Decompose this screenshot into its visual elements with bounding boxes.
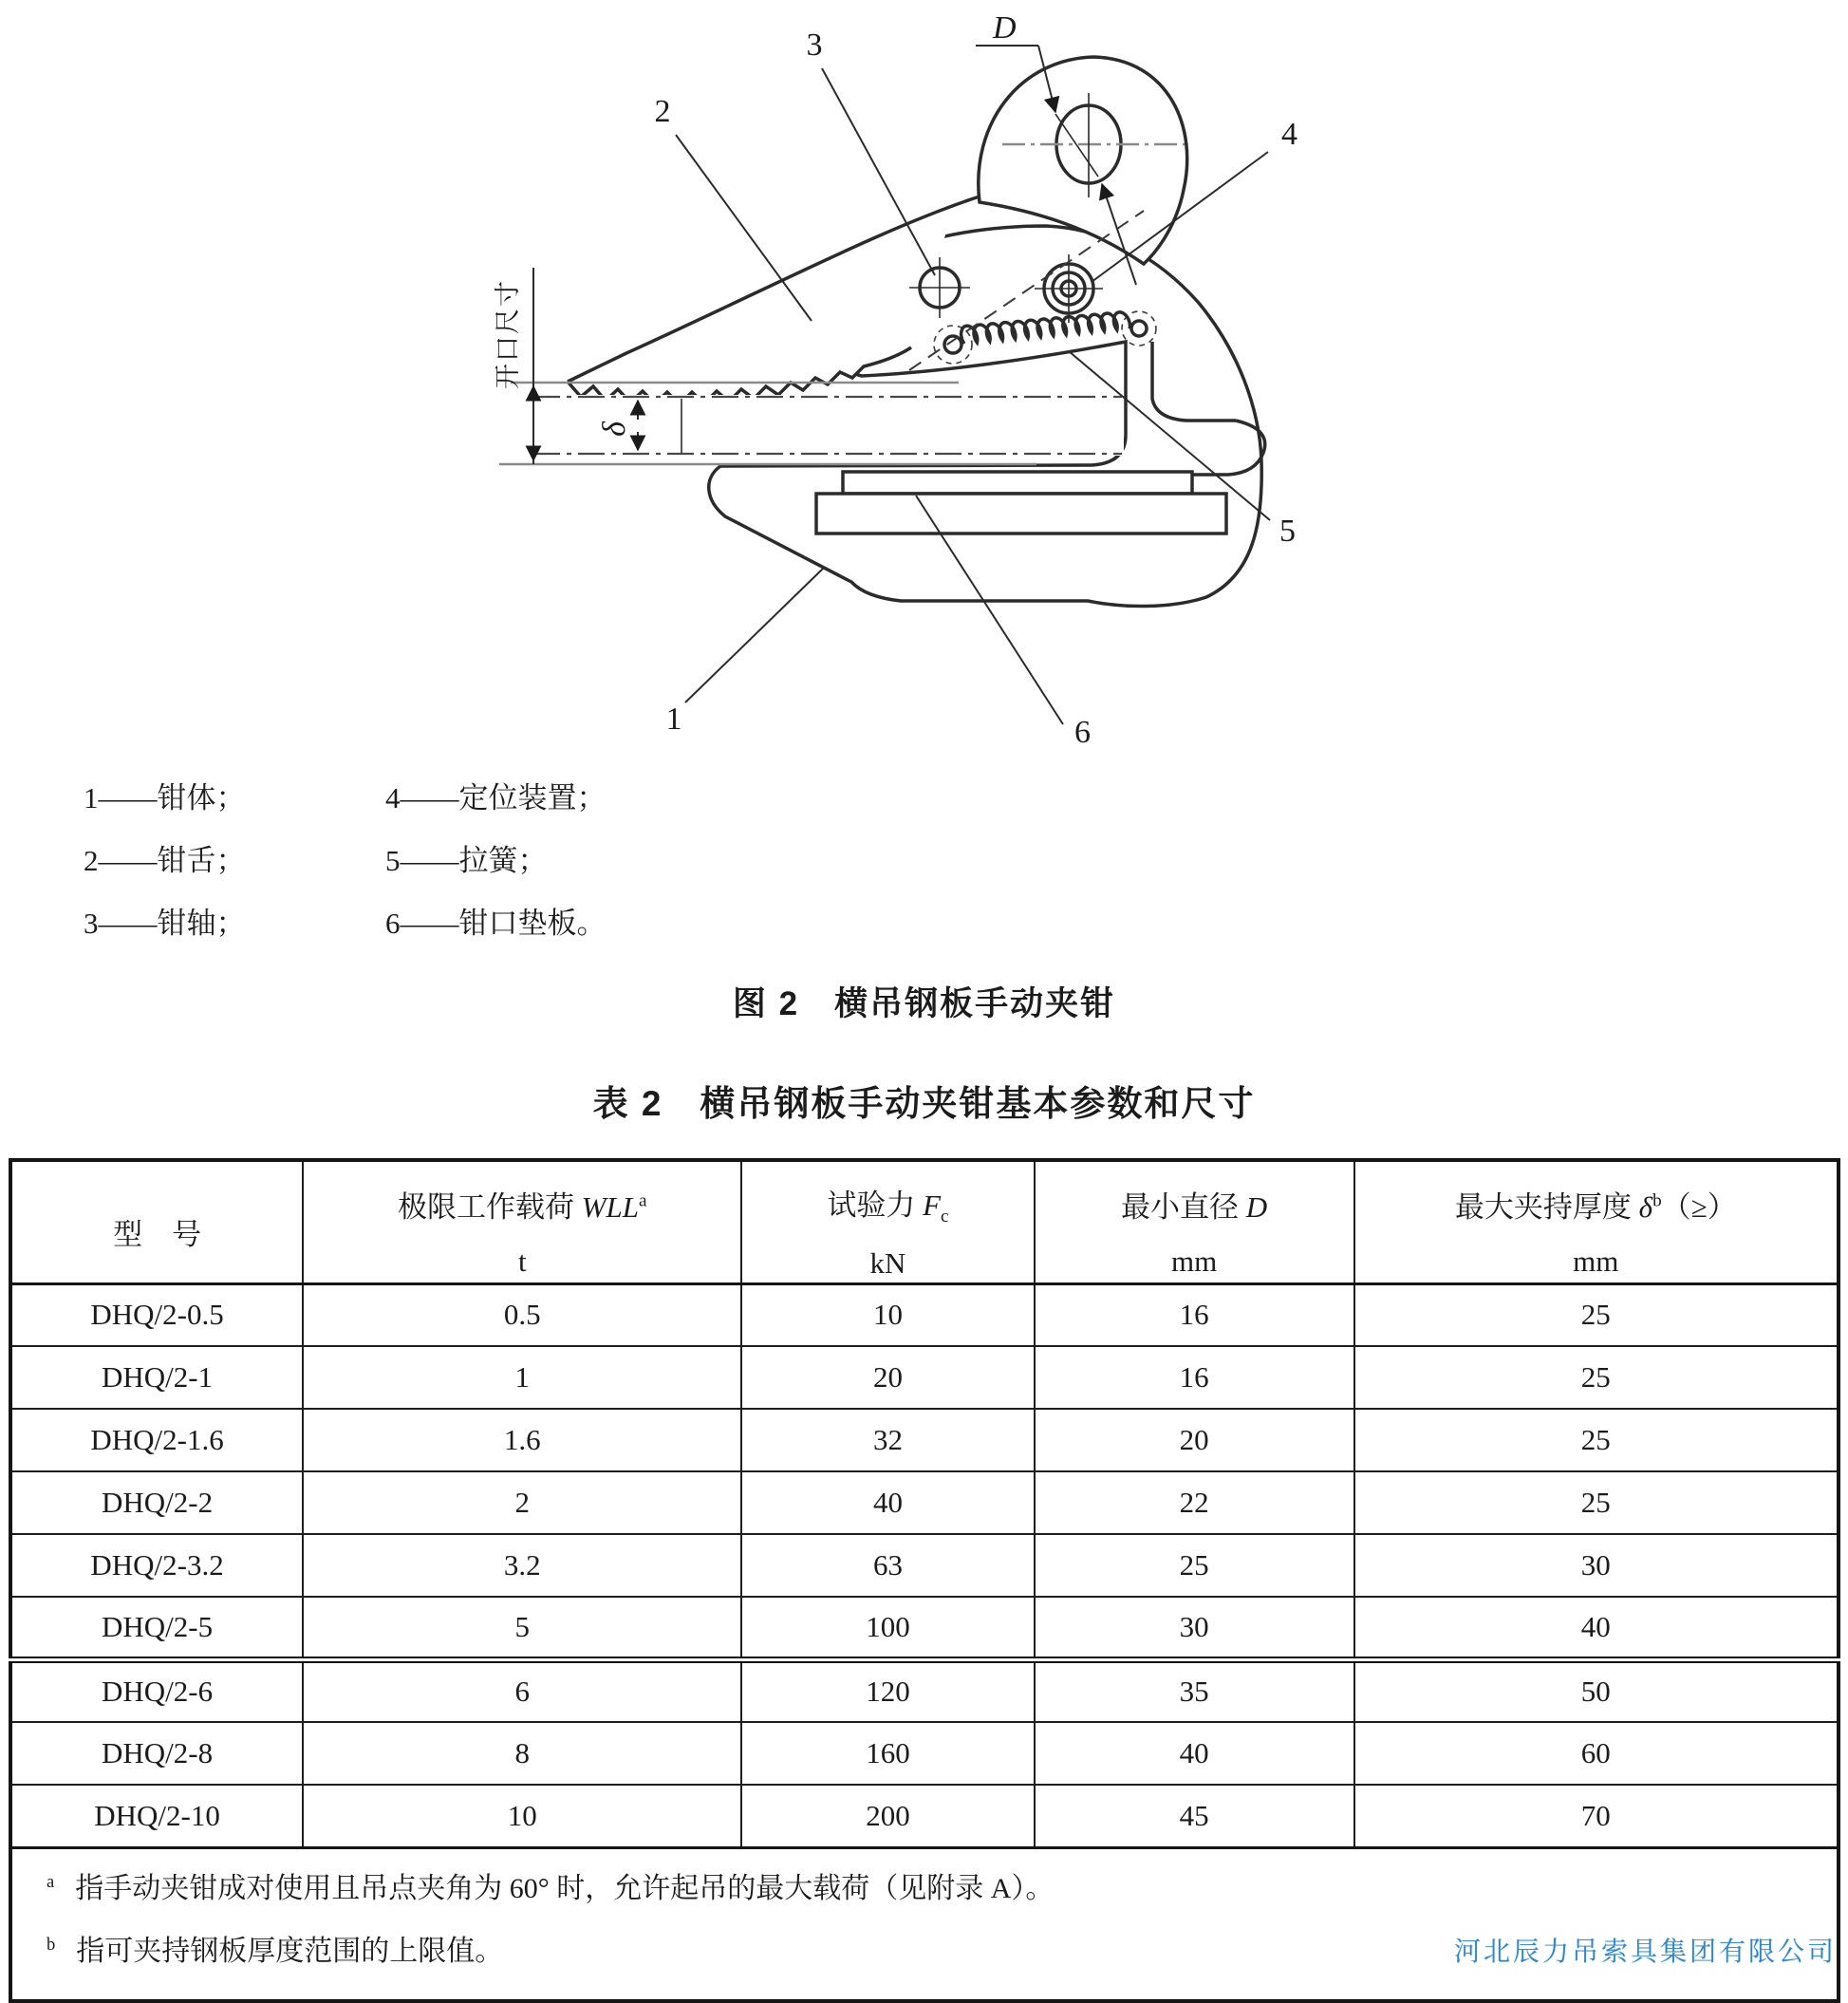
company-watermark: 河北辰力吊索具集团有限公司 — [1453, 1937, 1837, 1967]
col-header-test-force: 试验力 $F_c$ kN — [741, 1160, 1034, 1283]
callout-1: 1 — [665, 702, 682, 737]
table-row: DHQ/2-10 10 200 45 70 — [10, 1785, 1839, 1847]
col-header-min-diameter: 最小直径 D mm — [1035, 1160, 1354, 1283]
opening-dim-label: 开口尺寸 — [494, 279, 522, 389]
table-row: DHQ/2-3.2 3.2 63 25 30 — [10, 1534, 1839, 1597]
table-row: DHQ/2-8 8 160 40 60 — [10, 1722, 1839, 1785]
header-row — [10, 1160, 1839, 1283]
legend-item: 4——定位装置； — [385, 780, 607, 814]
plate-clamp-diagram — [0, 0, 1848, 752]
table-row: DHQ/2-1 1 20 16 25 — [10, 1346, 1839, 1409]
figure-legend — [84, 763, 862, 951]
legend-item: 3——钳轴； — [84, 906, 246, 940]
col-header-wll: 极限工作载荷 WLL$^a$ t — [303, 1160, 741, 1283]
table-caption: 表 2 横吊钢板手动夹钳基本参数和尺寸 — [592, 1084, 1256, 1123]
callout-3: 3 — [806, 28, 823, 63]
legend-item: 6——钳口垫板。 — [385, 906, 607, 940]
d-dim-label: D — [993, 10, 1017, 46]
parameters-table — [9, 1158, 1840, 2003]
figure-caption: 图 2 横吊钢板手动夹钳 — [732, 985, 1116, 1022]
table-row: DHQ/2-2 2 40 22 25 — [10, 1471, 1839, 1534]
footnotes-row — [10, 1847, 1839, 2001]
delta-dim-label: δ — [597, 421, 632, 437]
callout-4: 4 — [1281, 117, 1297, 152]
col-header-max-thickness: 最大夹持厚度 $\delta^b(\ge)$ mm — [1354, 1160, 1839, 1283]
jaw-pad-shapes — [816, 472, 1226, 534]
table-row: DHQ/2-5 5 100 30 40 — [10, 1597, 1839, 1659]
col-header-model: 型 号 — [10, 1160, 303, 1283]
table-row: DHQ/2-6 6 120 35 50 — [10, 1659, 1839, 1722]
table-row: DHQ/2-0.5 0.5 10 16 25 — [10, 1283, 1839, 1346]
legend-item: 2——钳舌； — [84, 843, 246, 877]
legend-item: 1——钳体； — [84, 780, 246, 814]
footnote-a: $^a$ 指手动夹钳成对使用且吊点夹角为 60° 时，允许起吊的最大载荷（见附录 A）。 — [47, 1871, 1055, 1904]
callout-2: 2 — [654, 94, 671, 129]
footnote-b: $^b$ 指可夹持钢板厚度范围的上限值。 — [47, 1934, 504, 1967]
table-row: DHQ/2-1.6 1.6 32 20 25 — [10, 1409, 1839, 1471]
callout-6: 6 — [1074, 715, 1091, 750]
callout-5: 5 — [1279, 514, 1296, 549]
legend-item: 5——拉簧； — [385, 843, 548, 877]
